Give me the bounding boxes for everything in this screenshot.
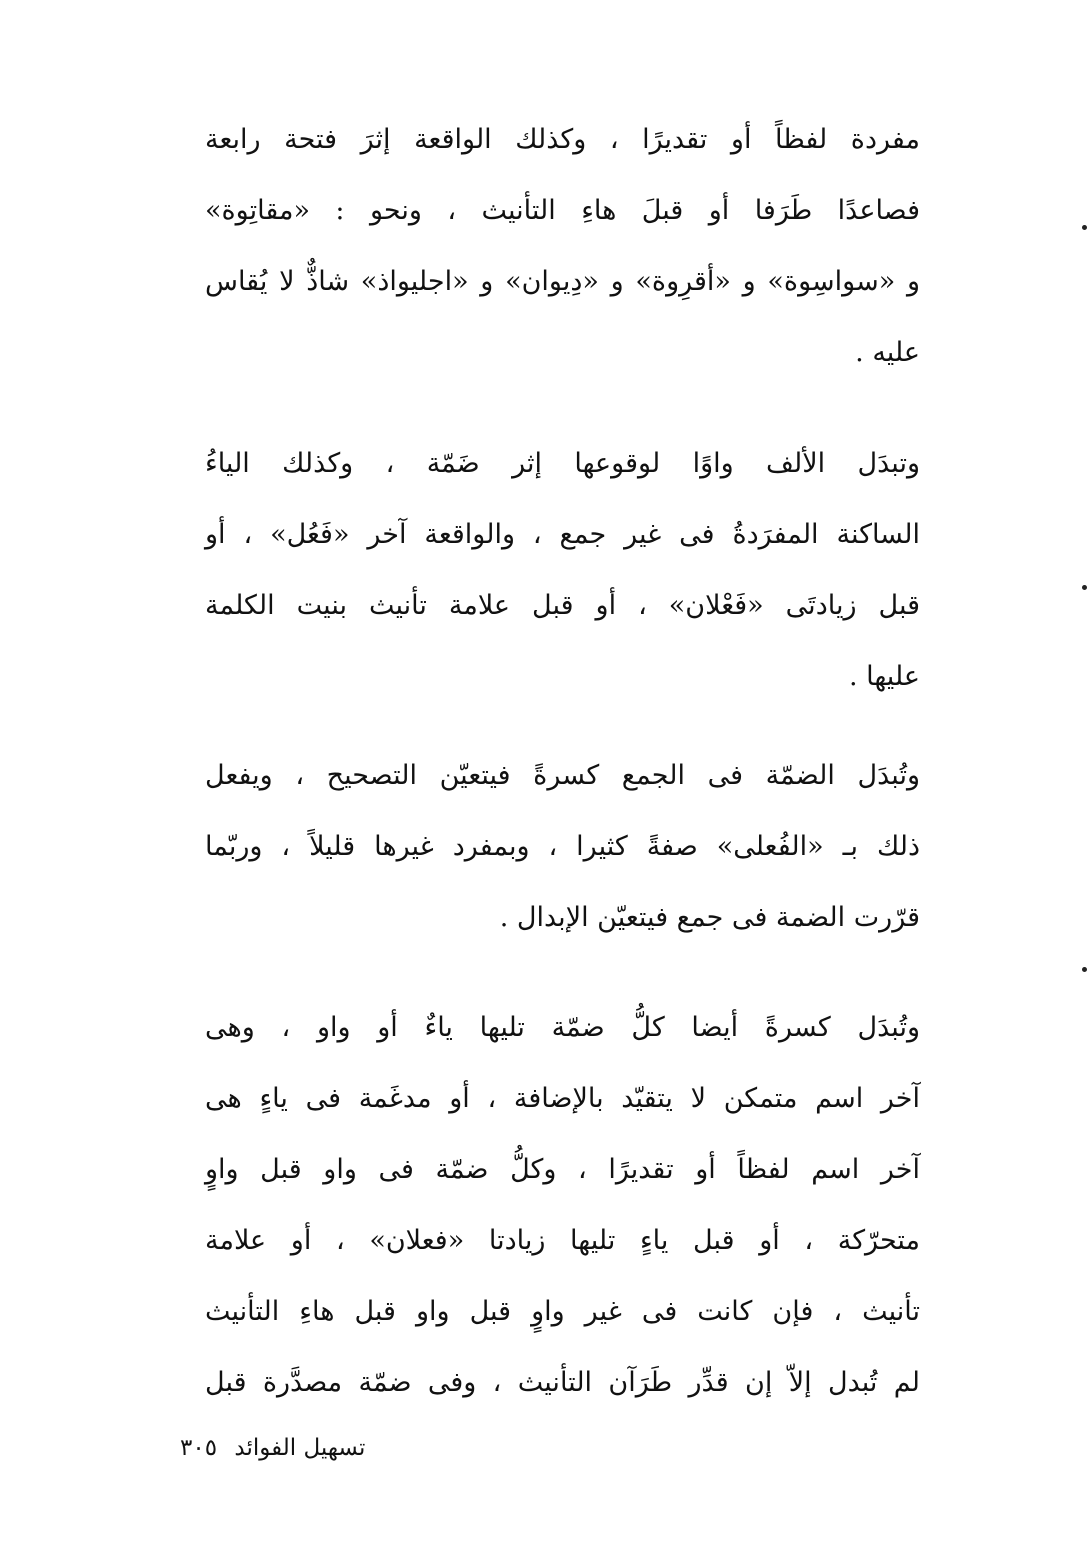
paragraph-4: [205, 992, 920, 1418]
margin-dot: [1082, 225, 1087, 230]
margin-dot: [1082, 967, 1087, 972]
text-line: و «سواسِوة» و «أقرِوة» و «دِيوان» و «اجليواذ» شاذٌّ لا يُقاس: [205, 266, 920, 297]
text-line: عليه .: [855, 337, 920, 368]
paragraph-1: [205, 104, 920, 388]
text-line: تأنيث ، فإن كانت فى غير واوٍ قبل واو قبل هاءِ التأنيث: [205, 1296, 920, 1327]
text-line: آخر اسم لفظاً أو تقديرًا ، وكلُّ ضمّة فى واو قبل واوٍ: [205, 1154, 920, 1185]
page-footer: [180, 1428, 365, 1468]
paragraph-3: [205, 740, 920, 953]
text-line: عليها .: [848, 661, 920, 692]
margin-dot: [1082, 585, 1087, 590]
paragraph-2: [205, 428, 920, 712]
text-line: وتبدَل الألف واوًا لوقوعها إثر ضَمّة ، وكذلك الياءُ: [205, 448, 920, 479]
text-line: قرّرت الضمة فى جمع فيتعيّن الإبدال .: [499, 902, 920, 933]
text-line: متحرّكة ، أو قبل ياءٍ تليها زيادتا «فعلان» ، أو علامة: [205, 1225, 920, 1256]
text-line: ذلك بـ «الفُعلى» صفةً كثيرا ، وبمفرد غيرها قليلاً ، وربّما: [205, 831, 920, 862]
book-title: تسهيل الفوائد: [234, 1435, 366, 1461]
text-line: مفردة لفظاً أو تقديرًا ، وكذلك الواقعة إثرَ فتحة رابعة: [205, 124, 920, 155]
text-line: لم تُبدل إلاّ إن قدِّر طَرَآن التأنيث ، وفى ضمّة مصدَّرة قبل: [205, 1367, 920, 1398]
text-line: الساكنة المفرَدةُ فى غير جمع ، والواقعة آخر «فَعُل» ، أو: [205, 519, 920, 550]
text-line: آخر اسم متمكن لا يتقيّد بالإضافة ، أو مدغَمة فى ياءٍ هى: [205, 1083, 920, 1114]
text-line: قبل زيادتَى «فَعْلان» ، أو قبل علامة تأنيث بنيت الكلمة: [205, 590, 920, 621]
text-line: وتُبدَل الضمّة فى الجمع كسرةً فيتعيّن التصحيح ، ويفعل: [205, 760, 920, 791]
text-line: فصاعدًا طَرَفا أو قبلَ هاءِ التأنيث ، ونحو : «مقاتِوة»: [205, 195, 920, 226]
text-line: وتُبدَل كسرةً أيضا كلُّ ضمّة تليها ياءٌ أو واو ، وهى: [205, 1012, 920, 1043]
page-number: ٣٠٥: [180, 1435, 218, 1461]
